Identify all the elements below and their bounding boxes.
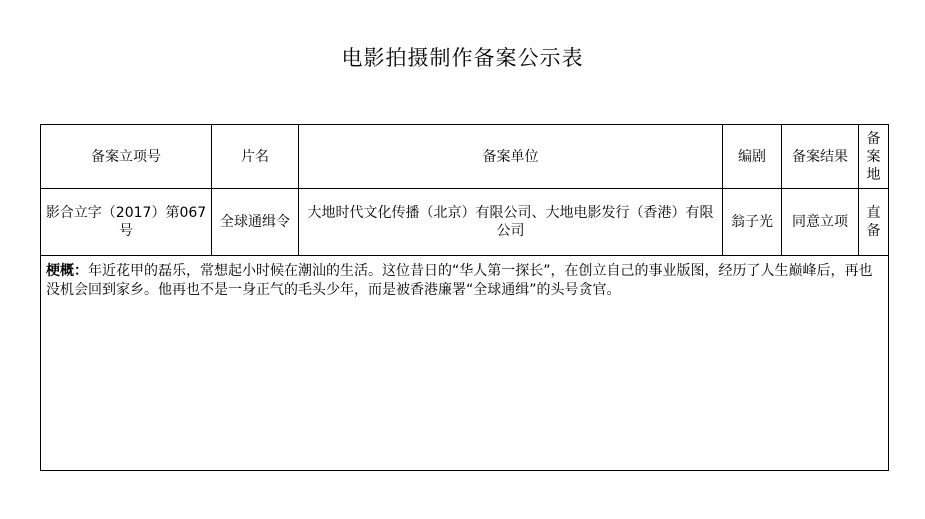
header-filing-unit: 备案单位 [299, 125, 723, 189]
page-title: 电影拍摄制作备案公示表 [341, 46, 584, 70]
cell-record-number: 影合立字（2017）第067号 [41, 189, 212, 256]
table-row [41, 189, 889, 256]
cell-screenwriter: 翁子光 [723, 189, 782, 256]
header-film-title: 片名 [212, 125, 299, 189]
cell-filing-unit: 大地时代文化传播（北京）有限公司、大地电影发行（香港）有限公司 [299, 189, 723, 256]
cell-film-title: 全球通缉令 [212, 189, 299, 256]
cell-filing-place: 直备 [859, 189, 889, 256]
cell-filing-result: 同意立项 [782, 189, 859, 256]
synopsis-row [41, 256, 889, 471]
synopsis-cell [41, 256, 889, 471]
synopsis-label: 梗概： [46, 263, 88, 279]
synopsis-text: 年近花甲的磊乐，常想起小时候在潮汕的生活。这位昔日的“华人第一探长”，在创立自己的事业版图，经历了人生巅峰后，再也没机会回到家乡。他再也不是一身正气的毛头少年，而是被香港廉署“全球通缉”的头号贪官。 [46, 263, 873, 298]
header-filing-result: 备案结果 [782, 125, 859, 189]
table-header-row [41, 125, 889, 189]
header-record-number: 备案立项号 [41, 125, 212, 189]
header-filing-place: 备案地 [859, 125, 889, 189]
header-screenwriter: 编剧 [723, 125, 782, 189]
filing-record-table [40, 124, 889, 471]
